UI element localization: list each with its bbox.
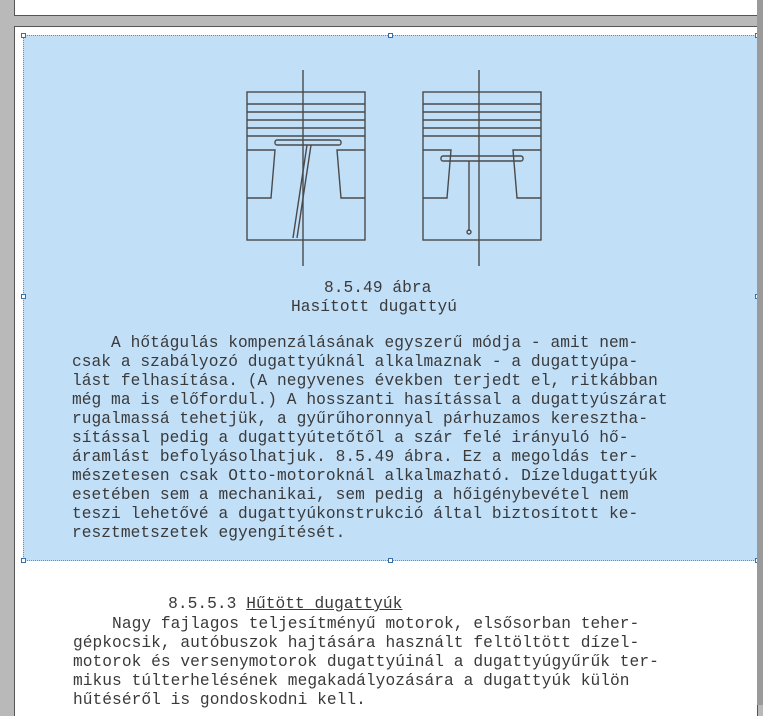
paragraph-2-line: hűtéséről is gondoskodni kell. xyxy=(73,691,366,709)
paragraph-1-line: A hőtágulás kompenzálásának egyszerű módja - amit nem- xyxy=(72,334,639,352)
resize-handle-w[interactable] xyxy=(21,294,26,299)
paragraph-1-line: esetében sem a mechanikai, sem pedig a hőigénybevétel nem xyxy=(72,486,629,504)
paragraph-2-line: Nagy fajlagos teljesítményű motorok, elsősorban teher- xyxy=(73,615,640,633)
paragraph-1-line: csak a szabályozó dugattyúknál alkalmaznak - a dugattyúpa- xyxy=(72,353,639,371)
paragraph-1-line: rugalmassá tehetjük, a gyűrűhoronnyal párhuzamos keresztha- xyxy=(72,410,649,428)
paragraph-1-line: még ma is előfordul.) A hosszanti hasítással a dugattyúszárat xyxy=(72,391,668,409)
paragraph-2-line: gépkocsik, autóbuszok hajtására használt feltöltött dízel- xyxy=(73,634,640,652)
paragraph-1-line: sítással pedig a dugattyútetőtől a szár felé irányuló hő- xyxy=(72,429,629,447)
paragraph-2-line: mikus túlterhelésének megakadályozására a dugattyúk külön xyxy=(73,672,630,690)
previous-page xyxy=(14,0,758,16)
vertical-scrollbar[interactable] xyxy=(757,0,763,705)
section-heading-title: Hűtött dugattyúk xyxy=(246,595,403,613)
resize-handle-s[interactable] xyxy=(388,558,393,563)
selection-box[interactable] xyxy=(23,35,758,561)
paragraph-2-line: motorok és versenymotorok dugattyúinál a dugattyúgyűrűk ter- xyxy=(73,653,659,671)
resize-handle-n[interactable] xyxy=(388,33,393,38)
piston-figure xyxy=(231,66,561,276)
section-heading-number: 8.5.5.3 xyxy=(168,595,237,613)
figure-caption-title: Hasított dugattyú xyxy=(291,298,457,316)
paragraph-1-line: resztmetszetek egyengítését. xyxy=(72,524,346,542)
figure-caption-number: 8.5.49 ábra xyxy=(324,279,432,297)
paragraph-1-line: teszi lehetővé a dugattyúkonstrukció által biztosított ke- xyxy=(72,505,639,523)
paragraph-1-line: lást felhasítása. (A negyvenes években terjedt el, ritkábban xyxy=(72,372,658,390)
resize-handle-nw[interactable] xyxy=(21,33,26,38)
paragraph-1-line: áramlást befolyásolhatjuk. 8.5.49 ábra. Ez a megoldás ter- xyxy=(72,448,639,466)
resize-handle-sw[interactable] xyxy=(21,558,26,563)
paragraph-1-line: mészetesen csak Otto-motoroknál alkalmazható. Dízeldugattyúk xyxy=(72,467,658,485)
